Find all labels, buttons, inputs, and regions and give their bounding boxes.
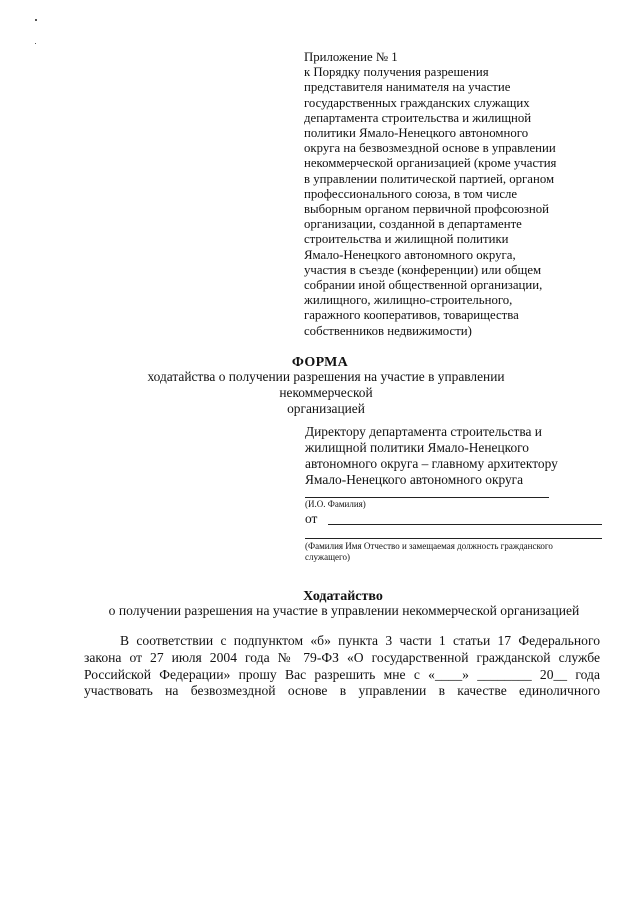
from-fill-line-2[interactable] <box>305 538 602 539</box>
appendix-line: Ямало-Ненецкого автономного округа, <box>304 247 516 262</box>
name-fill-line[interactable] <box>305 497 549 498</box>
appendix-line: организации, созданной в департаменте <box>304 217 522 232</box>
appendix-line: политики Ямало-Ненецкого автономного <box>304 126 529 141</box>
body-line: В соответствии с подпунктом «б» пункта 3 части 1 статьи 17 Федерального <box>120 633 600 648</box>
form-subtitle <box>112 369 540 417</box>
addressee-block <box>305 424 625 488</box>
body-line: Российской Федерации» прошу Вас разрешить мне с «____» ________ 20__ года <box>84 666 600 682</box>
appendix-line: департамента строительства и жилищной <box>304 110 532 125</box>
appendix-header <box>304 50 624 339</box>
from-fill-line[interactable] <box>328 524 602 525</box>
addressee-line: Директору департамента строительства и <box>305 424 542 439</box>
form-subtitle-line: организацией <box>287 401 365 416</box>
from-caption-line: (Фамилия Имя Отчество и замещаемая должность гражданского <box>305 541 553 551</box>
appendix-line: участия в съезде (конференции) или общем <box>304 262 542 277</box>
from-caption-line: служащего) <box>305 552 350 562</box>
appendix-line: представителя нанимателя на участие <box>304 80 511 95</box>
appendix-line: собственников недвижимости) <box>304 323 472 338</box>
scan-speck <box>35 19 37 21</box>
appendix-line: к Порядку получения разрешения <box>304 65 489 80</box>
appendix-line: выборным органом первичной профсоюзной <box>304 202 549 217</box>
appendix-line: округа на безвозмездной основе в управлении <box>304 141 556 156</box>
petition-body <box>84 633 600 700</box>
appendix-line: гаражного кооперативов, товарищества <box>304 308 519 323</box>
scan-speck <box>35 43 36 44</box>
petition-title: Ходатайство <box>303 589 383 604</box>
appendix-line: собрании иной общественной организации, <box>304 278 543 293</box>
addressee-line: Ямало-Ненецкого автономного округа <box>305 472 524 487</box>
appendix-line: в управлении политической партией, органом <box>304 171 555 186</box>
appendix-line: Приложение № 1 <box>304 50 398 64</box>
form-title: ФОРМА <box>291 355 349 370</box>
name-caption: (И.О. Фамилия) <box>305 499 366 509</box>
addressee-line: автономного округа – главному архитектору <box>305 456 558 471</box>
from-label: от <box>305 511 318 526</box>
appendix-line: государственных гражданских служащих <box>304 95 530 110</box>
appendix-line: некоммерческой организацией (кроме участия <box>304 156 557 171</box>
petition-subtitle: о получении разрешения на участие в управлении некоммерческой организацией <box>108 603 580 618</box>
from-caption <box>305 541 553 563</box>
appendix-line: профессионального союза, в том числе <box>304 186 518 201</box>
appendix-line: строительства и жилищной политики <box>304 232 509 247</box>
appendix-line: жилищного, жилищно-строительного, <box>304 293 513 308</box>
addressee-line: жилищной политики Ямало-Ненецкого <box>305 440 529 455</box>
body-line: закона от 27 июля 2004 года № 79-ФЗ «О государственной гражданской службе <box>84 649 600 665</box>
form-subtitle-line: ходатайства о получении разрешения на участие в управлении некоммерческой <box>147 369 505 400</box>
body-line: участвовать на безвозмездной основе в управлении в качестве единоличного <box>84 683 600 699</box>
